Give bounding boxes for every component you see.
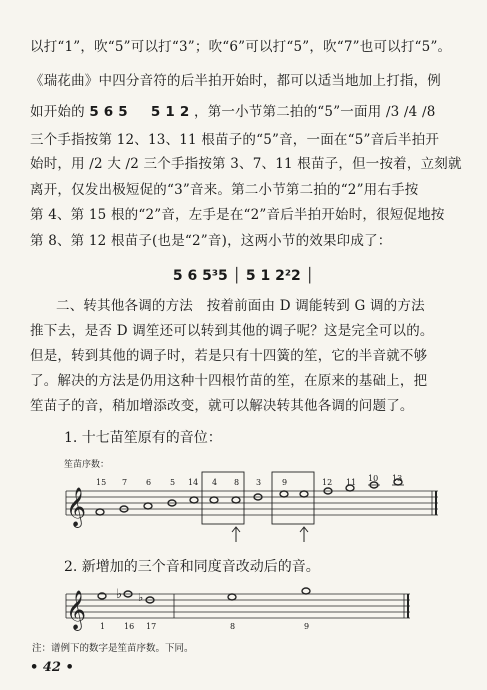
staff1-number: 13 bbox=[392, 474, 403, 483]
staff1-number: 7 bbox=[122, 478, 128, 487]
staff1-number: 10 bbox=[368, 474, 379, 483]
staff2-notes bbox=[98, 588, 310, 603]
section-two-line-2: 推下去，是否 D 调笙还可以转到其他的调子呢？这是完全可以的。 bbox=[30, 323, 434, 339]
section-two-line-1: 二、转其他各调的方法 按着前面由 D 调能转到 G 调的方法 bbox=[56, 298, 425, 314]
staff1-number: 14 bbox=[188, 478, 199, 487]
text-line-7: 第 8、第 12 根苗子(也是“2”音)，这两小节的效果印成了： bbox=[30, 233, 392, 249]
footnote: 注：谱例下的数字是笙苗序数。下同。 bbox=[32, 643, 194, 654]
staff1-number: 5 bbox=[170, 478, 176, 487]
flat-icon: ♭ bbox=[116, 587, 123, 602]
staff1-number: 3 bbox=[256, 478, 262, 487]
arrow-up-icon bbox=[232, 527, 240, 542]
staff2-number: 8 bbox=[230, 622, 236, 631]
staff2-number: 1 bbox=[100, 622, 106, 631]
section-two-line-5: 笙苗子的音，稍加增添改变，就可以解决转其他各调的问题了。 bbox=[30, 398, 414, 414]
staff2-number: 17 bbox=[146, 622, 157, 631]
staff1-number: 11 bbox=[346, 478, 357, 487]
flat-icon-2: ♭ bbox=[138, 591, 144, 604]
treble-clef-icon-2: 𝄞 bbox=[66, 590, 87, 630]
heading-new-notes: 2. 新增加的三个音和同度音改动后的音。 bbox=[64, 559, 320, 575]
heading-original-notes: 1. 十七苗笙原有的音位： bbox=[64, 430, 222, 446]
staff1-number: 9 bbox=[282, 478, 288, 487]
staff2-number: 9 bbox=[304, 622, 310, 631]
note bbox=[228, 594, 236, 600]
section-two-line-4: 了。解决的方法是仍用这种十四根竹苗的笙，在原来的基础上，把 bbox=[30, 373, 428, 389]
text-line-3: 三个手指按第 12、13、11 根苗子的“5”音，一面在“5”音后半拍开 bbox=[30, 132, 440, 148]
note bbox=[302, 588, 310, 594]
note bbox=[190, 497, 198, 503]
note bbox=[232, 497, 240, 503]
note bbox=[300, 491, 308, 497]
example-notes-b: 5 1 2 bbox=[150, 104, 190, 120]
staff1-label: 笙苗序数： bbox=[64, 460, 110, 470]
example-suffix: ，第一小节第二拍的“5”一面用 ∕3 ∕4 ∕8 bbox=[194, 104, 436, 120]
note bbox=[96, 509, 104, 515]
note bbox=[210, 497, 218, 503]
result-notation: 5 6 5³5 │ 5 1 2²2 │ bbox=[172, 268, 315, 284]
staff1-number: 6 bbox=[146, 478, 152, 487]
highlight-box-2 bbox=[272, 472, 314, 524]
note bbox=[280, 491, 288, 497]
text-line-2: 《瑞花曲》中四分音符的后半拍开始时，都可以适当地加上打指，例 bbox=[30, 73, 441, 89]
section-two-line-3: 但是，转到其他的调子时，若是只有十四簧的笙，它的半音就不够 bbox=[30, 348, 428, 364]
arrow-up-icon-2 bbox=[300, 527, 308, 542]
text-line-6: 第 4、第 15 根的“2”音，左手是在“2”音后半拍开始时，很短促地按 bbox=[30, 207, 445, 223]
staff1-number: 15 bbox=[96, 478, 107, 487]
note bbox=[144, 503, 152, 509]
staff1-number: 4 bbox=[212, 478, 218, 487]
staff1-number: 8 bbox=[234, 478, 240, 487]
text-line-4: 始时，用 ∕2 大 ∕2 三个手指按第 3、7、11 根苗子，但一按着，立刻就 bbox=[30, 156, 462, 172]
page-number: • 42 • bbox=[30, 660, 74, 675]
staff2-number: 16 bbox=[124, 622, 135, 631]
treble-clef-icon: 𝄞 bbox=[66, 487, 87, 527]
example-prefix: 如开始的 bbox=[30, 104, 85, 120]
text-line-5: 离开，仅发出极短促的“3”音来。第二小节第二拍的“2”用右手按 bbox=[30, 182, 419, 198]
text-line-1: 以打“1”，吹“5”可以打“3”；吹“6”可以打“5”，吹“7”也可以打“5”。 bbox=[30, 39, 452, 55]
staff1-number: 12 bbox=[322, 478, 333, 487]
example-notes-a: 5 6 5 bbox=[89, 104, 128, 120]
